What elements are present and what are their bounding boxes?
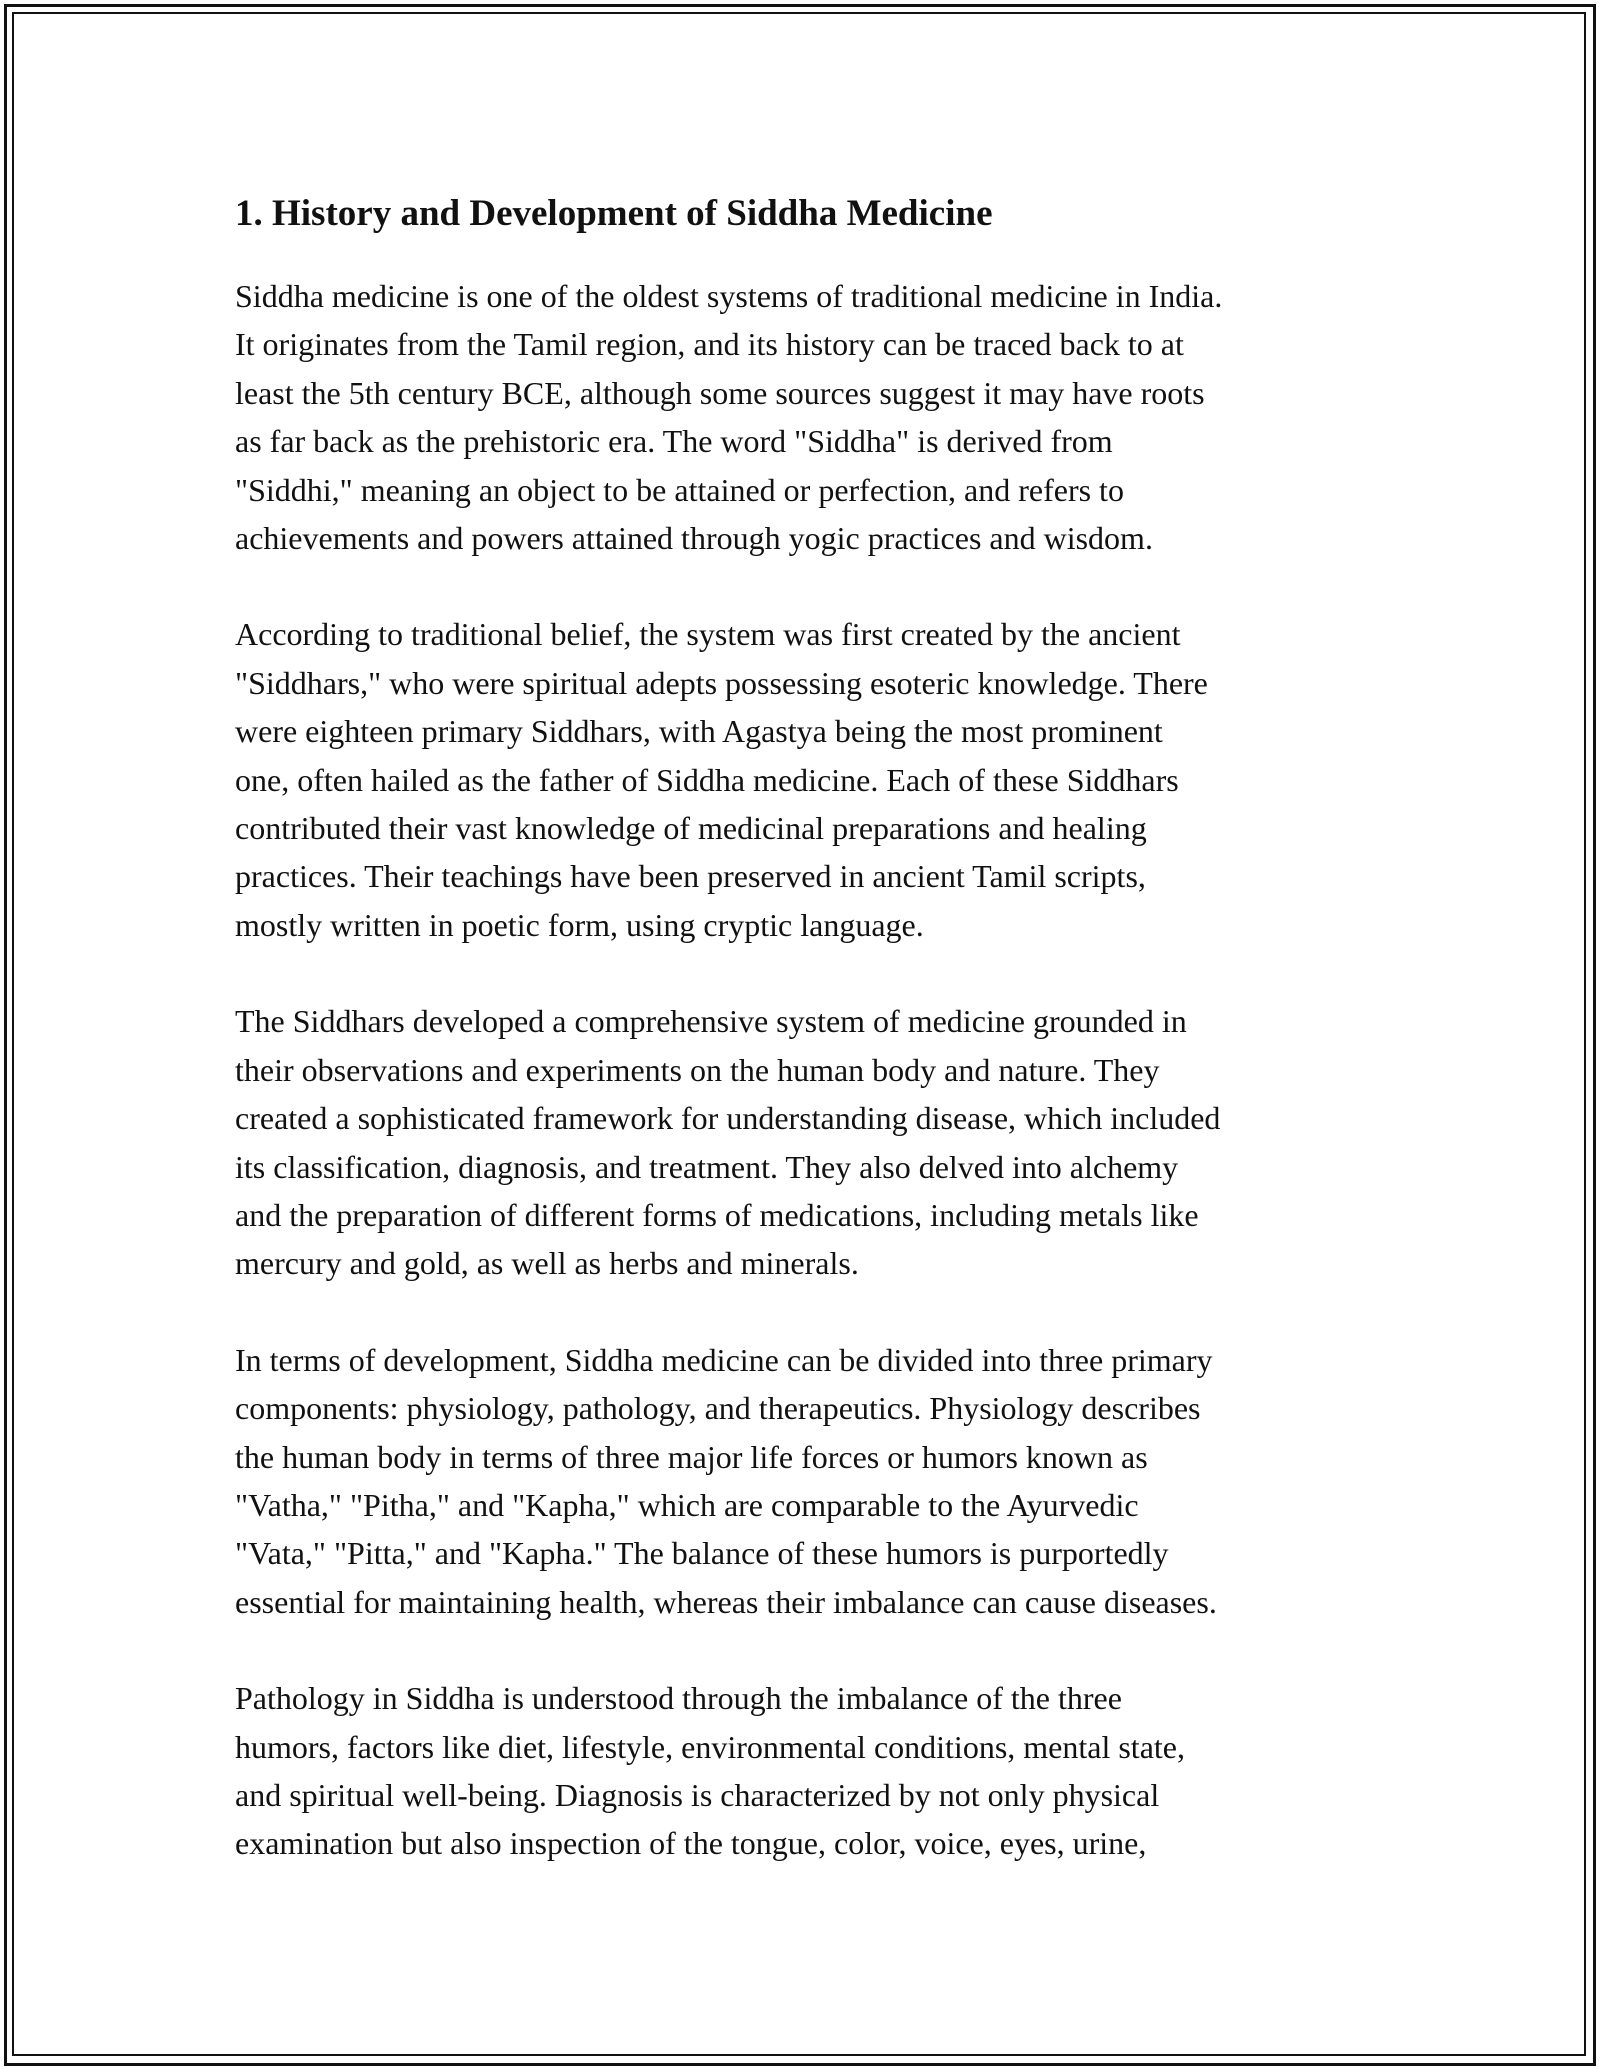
paragraph-line: "Vata," "Pitta," and "Kapha." The balance of these humors is purportedly <box>235 1535 1169 1572</box>
paragraph-line: achievements and powers attained through yogic practices and wisdom. <box>235 520 1153 557</box>
paragraph-components <box>235 1336 1395 1626</box>
paragraph-line: It originates from the Tamil region, and its history can be traced back to at <box>235 326 1184 363</box>
paragraph-line: their observations and experiments on the human body and nature. They <box>235 1051 1160 1088</box>
paragraph-line: as far back as the prehistoric era. The word "Siddha" is derived from <box>235 423 1113 460</box>
paragraph-line: created a sophisticated framework for understanding disease, which included <box>235 1100 1221 1137</box>
paragraph-line: practices. Their teachings have been preserved in ancient Tamil scripts, <box>235 858 1146 895</box>
paragraph-pathology <box>235 1674 1395 1868</box>
paragraph-line: "Siddhi," meaning an object to be attained or perfection, and refers to <box>235 471 1124 508</box>
paragraph-line: mostly written in poetic form, using cryptic language. <box>235 906 924 943</box>
paragraph-line: humors, factors like diet, lifestyle, environmental conditions, mental state, <box>235 1728 1185 1765</box>
paragraph-line: "Vatha," "Pitha," and "Kapha," which are comparable to the Ayurvedic <box>235 1486 1139 1523</box>
paragraph-line: components: physiology, pathology, and therapeutics. Physiology describes <box>235 1390 1201 1427</box>
paragraph-line: contributed their vast knowledge of medicinal preparations and healing <box>235 810 1147 847</box>
paragraph-line: essential for maintaining health, whereas their imbalance can cause diseases. <box>235 1583 1217 1620</box>
paragraph-line: and spiritual well-being. Diagnosis is characterized by not only physical <box>235 1776 1160 1813</box>
document-content <box>235 186 1395 1916</box>
paragraph-line: and the preparation of different forms of medications, including metals like <box>235 1196 1199 1233</box>
paragraph-system-development <box>235 997 1395 1287</box>
paragraph-line: According to traditional belief, the system was first created by the ancient <box>235 616 1181 653</box>
paragraph-line: "Siddhars," who were spiritual adepts possessing esoteric knowledge. There <box>235 664 1208 701</box>
paragraph-line: were eighteen primary Siddhars, with Agastya being the most prominent <box>235 713 1163 750</box>
paragraph-line: In terms of development, Siddha medicine can be divided into three primary <box>235 1341 1213 1378</box>
paragraph-line: one, often hailed as the father of Siddha medicine. Each of these Siddhars <box>235 761 1179 798</box>
paragraph-line: The Siddhars developed a comprehensive system of medicine grounded in <box>235 1003 1187 1040</box>
paragraph-line: its classification, diagnosis, and treatment. They also delved into alchemy <box>235 1148 1179 1185</box>
paragraph-line: Pathology in Siddha is understood through the imbalance of the three <box>235 1680 1122 1717</box>
paragraph-line: Siddha medicine is one of the oldest systems of traditional medicine in India. <box>235 278 1223 314</box>
paragraph-line: the human body in terms of three major life forces or humors known as <box>235 1438 1148 1475</box>
paragraph-line: least the 5th century BCE, although some sources suggest it may have roots <box>235 374 1205 411</box>
paragraph-line: mercury and gold, as well as herbs and minerals. <box>235 1245 859 1282</box>
document-title: 1. History and Development of Siddha Medicine <box>235 193 993 234</box>
paragraph-siddhars <box>235 610 1395 949</box>
paragraph-history-origin <box>235 272 1395 562</box>
paragraph-line: examination but also inspection of the tongue, color, voice, eyes, urine, <box>235 1825 1147 1862</box>
